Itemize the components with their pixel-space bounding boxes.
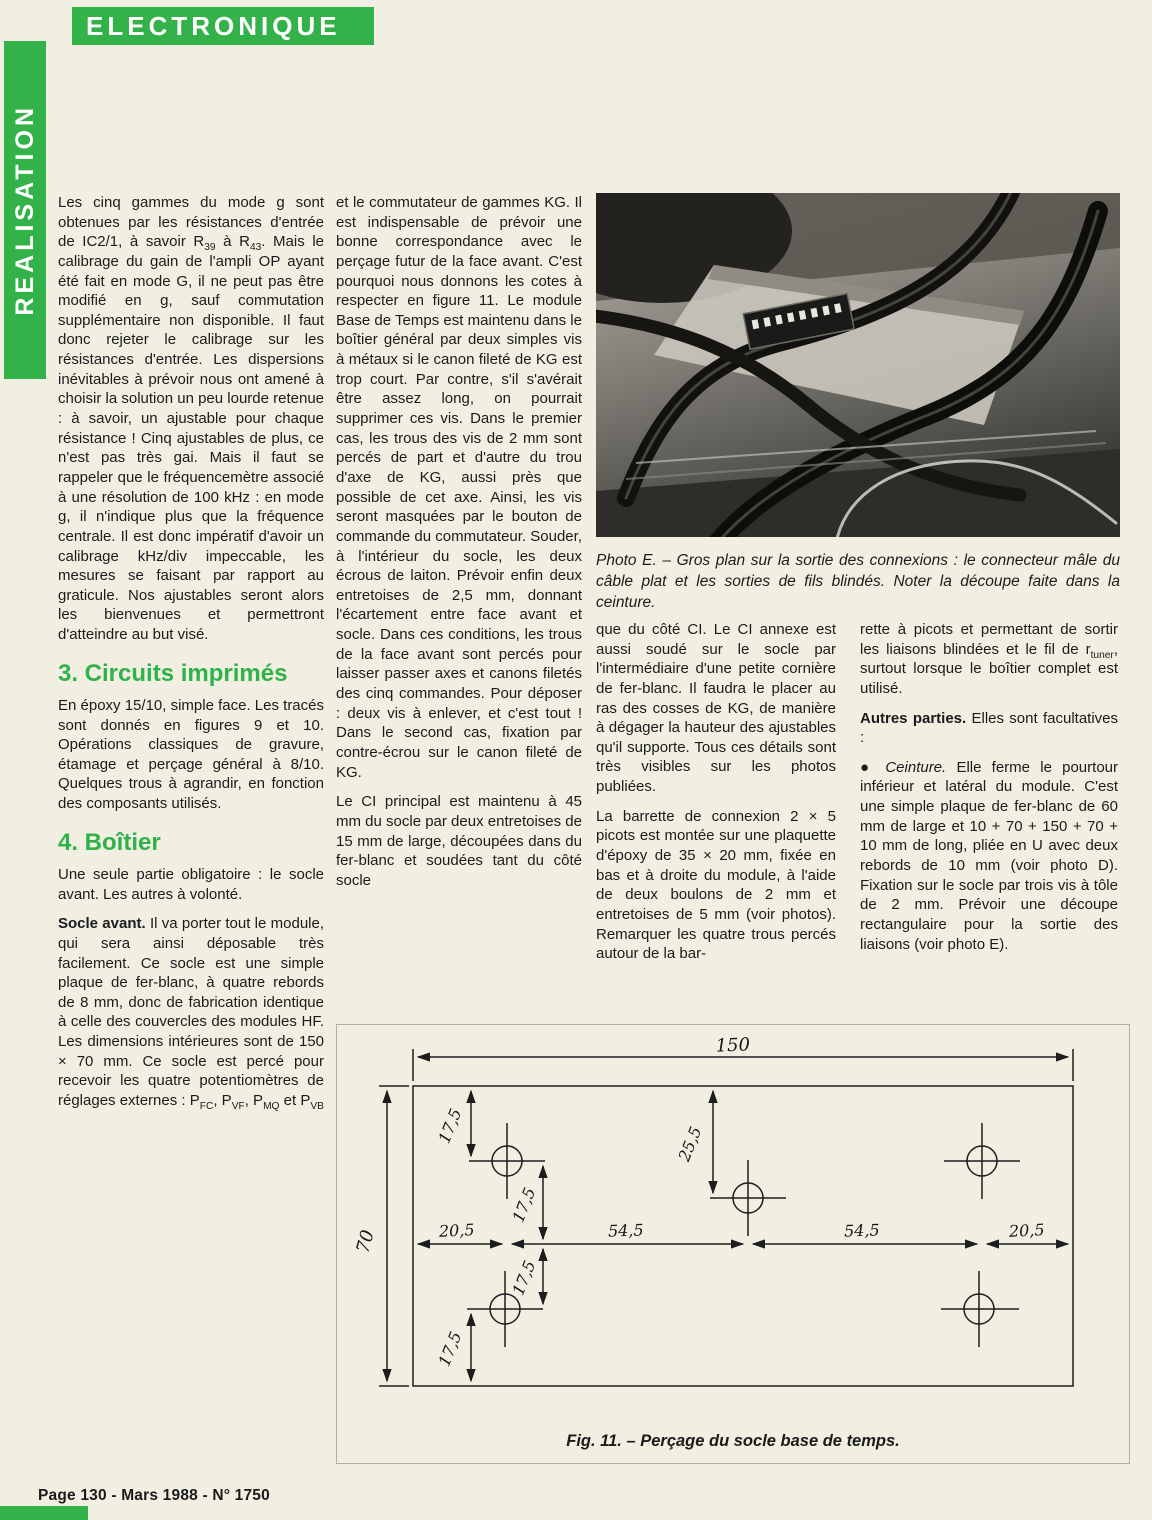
figure-11-caption: Fig. 11. – Perçage du socle base de temps. [566,1432,900,1450]
column-1 [58,193,324,1121]
hole-center [710,1160,786,1236]
heading-circuits-imprimes: 3. Circuits imprimés [58,659,288,687]
hole-top-left [469,1123,545,1199]
paragraph: que du côté CI. Le CI annexe est aussi soudé sur le socle par l'intermédiaire d'une petite cornière de fer-blanc. Il faudra le placer au ras des cosses de KG, de manière à dégager la hauteur des ajustables qu'il supporte. Tous ces détails sont très visibles sur les photos publiées. [596,621,836,796]
photo-e [596,193,1120,537]
paragraph: La barrette de connexion 2 × 5 picots est montée sur une plaquette d'époxy de 35 × 20 mm, fixée en bas et à droite du module, à l'aide de deux boulons de 2 mm et entretoises de 5 mm (voir photos). Remarquer les quatre trous percés autour de la bar- [596,807,836,963]
figure-11 [336,1024,1130,1464]
dim-label-17-5-c: 17,5 [508,1257,540,1299]
paragraph: En époxy 15/10, simple face. Les tracés sont donnés en figures 9 et 10. Opérations classiques de gravure, étamage et perçage général à 8/10. Quelques trous à agrandir, en fonction des composants utilisés. [58,696,324,813]
hole-top-right [944,1123,1020,1199]
dim-label-150: 150 [715,1034,751,1057]
footer-green-block [0,1506,88,1520]
section-title: ELECTRONIQUE [86,10,341,41]
dim-label-70: 70 [352,1227,379,1256]
sidebar-strip [4,41,46,379]
paragraph: Le CI principal est maintenu à 45 mm du socle par deux entretoises de 15 mm de large, découpées dans du fer-blanc et soudées tant du côté socle [336,793,582,889]
paragraph: Autres parties. Elles sont facultatives : [860,709,1119,747]
hole-bottom-right [941,1271,1019,1347]
paragraph: Les cinq gammes du mode g sont obtenues par les résistances d'entrée de IC2/1, à savoir $R_{39}$ à $R_{43}$. Mais le calibrage du gain de l'ampli OP ayant été fait en mode G, il ne peut pas être modifié en g, sauf commutation supplémentaire non disponible. Il faut donc rejeter le calibrage sur les résistances d'entrée. Les dispersions inévitables à prévoir nous ont amené à choisir la solution un peu lourde retenue : à savoir, un ajustable pour chaque résistance ! Cinq ajustables de plus, ce n'est pas très gai. Mais il faut se rappeler que le fréquencemètre associé à une résolution de 100 kHz : en mode g, il n'indique plus que la fréquence centrale. Il est donc impératif d'avoir un calibrage kHz/div impeccable, les mesures se faisant par rapport au graticule. Nos ajustables seront alors les bienvenues et permettront d'atteindre au but visé. [58,194,325,644]
dim-label-20-5-right: 20,5 [1008,1220,1045,1241]
paragraph: Une seule partie obligatoire : le socle avant. Les autres à volonté. [58,865,324,903]
dim-label-20-5-left: 20,5 [438,1220,475,1241]
photo-e-caption: Photo E. – Gros plan sur la sortie des connexions : le connecteur mâle du câble plat et les sorties de fils blindés. Noter la découpe faite dans la ceinture. [596,552,1120,611]
paragraph: rette à picots et permettant de sortir les liaisons blindées et le fil de $r_{tuner}$, surtout lorsque le boîtier complet est utilisé. [860,621,1118,697]
heading-boitier: 4. Boîtier [58,828,161,856]
dim-label-17-5-b: 17,5 [508,1184,540,1226]
sidebar-label: REALISATION [10,104,39,316]
column-4 [860,620,1118,964]
dim-label-17-5-a: 17,5 [434,1105,466,1147]
paragraph: et le commutateur de gammes KG. Il est indispensable de prévoir une bonne correspondance avec le perçage futur de la face avant. C'est pourquoi nous donnons les cotes à respecter en figure 11. Le module Base de Temps est maintenu dans le boîtier général par deux simples vis à métaux si le canon fileté de KG est trop court. Par contre, s'il s'avérait être assez long, on pourrait supprimer ces vis. Dans le premier cas, les trous des vis de 2 mm sont percés de part et d'autre du trou d'axe de KG, aussi près que possible de cet axe. Ainsi, les vis seront masquées par le bouton de commande du commutateur. Souder, à l'intérieur du socle, les deux écrous de laiton. Prévoir enfin deux entretoises de 2,5 mm, donnant l'écartement entre face avant et socle. Dans ces conditions, les trous de la face avant sont percés pour laisser passer axes et canons filetés des cinq commandes. Pour déposer : deux vis à enlever, et c'est tout ! Dans le second cas, fixation par contre-écrou sur le canon fileté de KG. [336,194,582,781]
dim-label-54-5-left: 54,5 [607,1220,644,1241]
figure-11-drawing [343,1031,1123,1403]
section-banner [72,7,374,45]
dim-label-54-5-right: 54,5 [843,1220,880,1241]
dim-label-25-5: 25,5 [674,1123,706,1165]
page-footer: Page 130 - Mars 1988 - N° 1750 [38,1487,270,1504]
column-2 [336,193,582,900]
paragraph: ● Ceinture. Elle ferme le pourtour inférieur et latéral du module. C'est une simple plaque de fer-blanc de 60 mm de large et 10 + 70 + 150 + 70 + 10 mm de long, pliée en U avec deux rebords de 10 mm (voir photo D). Fixation sur le socle par trois vis à tôle de 2 mm. Prévoir une découpe rectangulaire pour la sortie des liaisons (voir photo E). [860,758,1118,953]
paragraph: Socle avant. Il va porter tout le module, qui sera ainsi déposable très facilement. Ce socle est une simple plaque de fer-blanc, à quatre rebords de 8 mm, donc de fabrication identique à celle des couvercles des modules HF. Les dimensions intérieures sont de 150 × 70 mm. Ce socle est percé pour recevoir les quatre potentiomètres de réglages externes : $P_{FC}$, $P_{VF}$, $P_{MQ}$ et $P_{VB}$ [58,915,324,1112]
column-3 [596,620,836,974]
dim-label-17-5-d: 17,5 [434,1328,466,1370]
photo-e-image [596,193,1120,537]
